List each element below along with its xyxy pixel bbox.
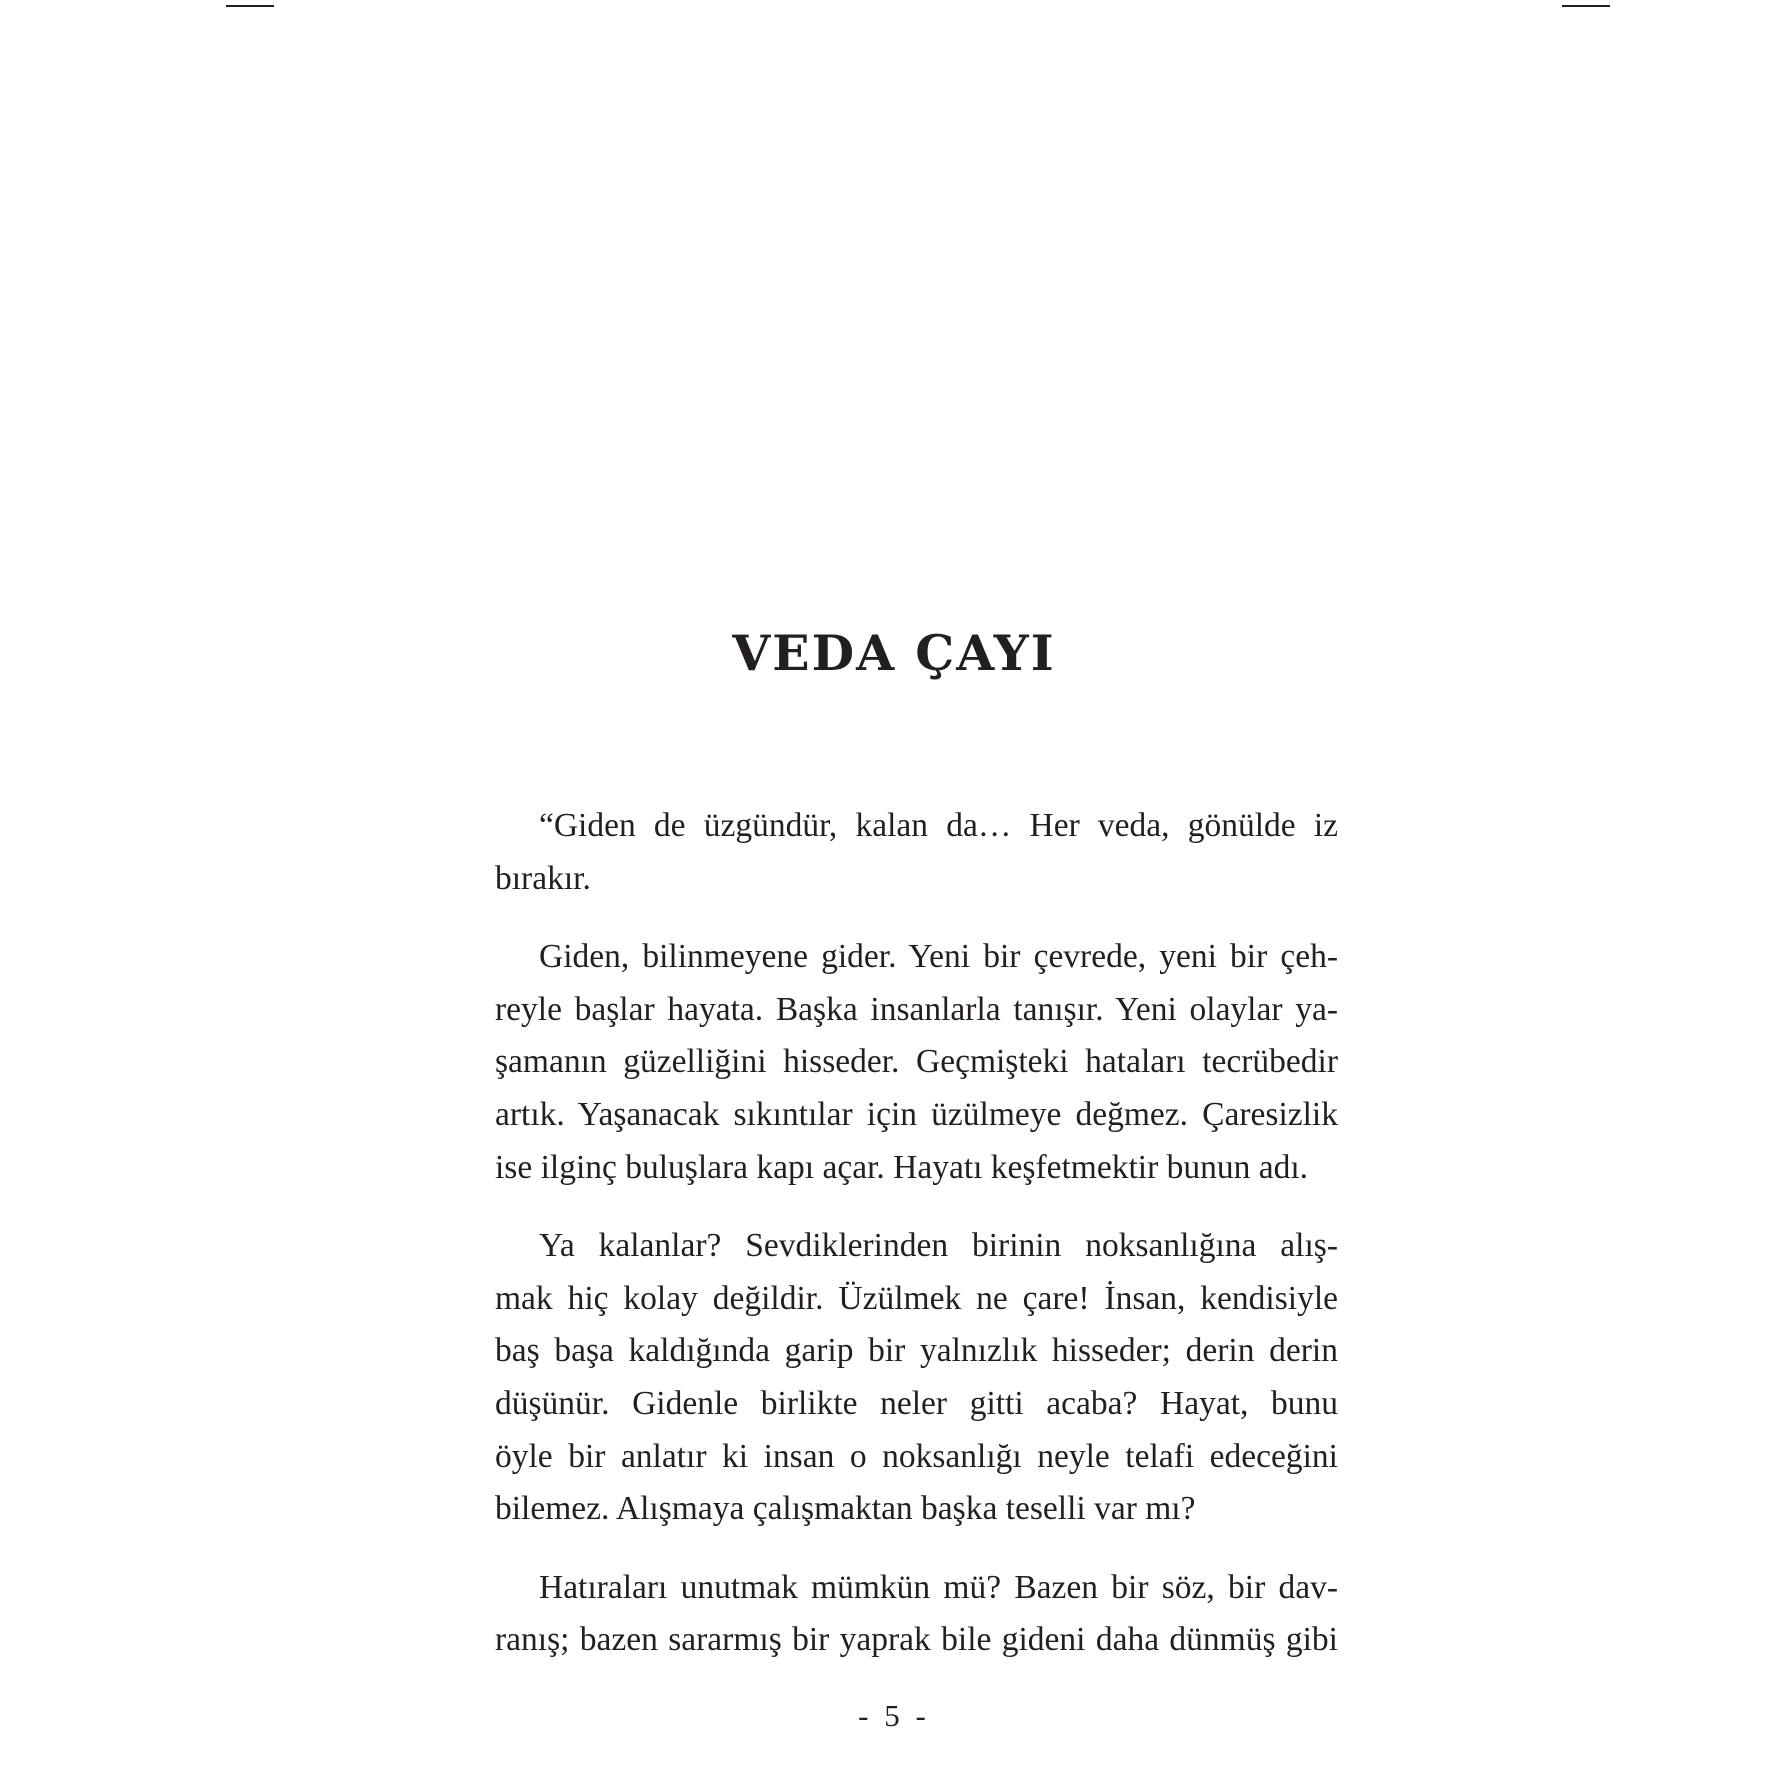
text-line: Giden, bilinmeyene gider. Yeni bir çevrede, yeni bir çeh- (539, 938, 1338, 976)
text-line: şamanın güzelliğini hisseder. Geçmişteki hataları tecrübedir (495, 1043, 1338, 1081)
text-line: mak hiç kolay değildir. Üzülmek ne çare! İnsan, kendisiyle (495, 1279, 1338, 1317)
text-line: “Giden de üzgündür, kalan da… Her veda, gönülde iz (539, 807, 1338, 844)
text-line: baş başa kaldığında garip bir yalnızlık hisseder; derin derin (495, 1332, 1338, 1370)
text-line: düşünür. Gidenle birlikte neler gitti acaba? Hayat, bunu (495, 1384, 1338, 1422)
paragraph-3 (495, 1220, 1338, 1536)
paragraph-1 (495, 800, 1338, 905)
text-line: Ya kalanlar? Sevdiklerinden birinin noksanlığına alış- (539, 1227, 1338, 1265)
text-line: ise ilginç buluşlara kapı açar. Hayatı keşfetmektir bunun adı. (495, 1148, 1309, 1186)
text-line: bilemez. Alışmaya çalışmaktan başka teselli var mı? (495, 1490, 1196, 1528)
chapter-title: VEDA ÇAYI (732, 624, 1056, 682)
text-line: öyle bir anlatır ki insan o noksanlığı neyle telafi edeceğini (495, 1437, 1338, 1475)
page-number: - 5 - (858, 1698, 930, 1733)
text-line: reyle başlar hayata. Başka insanlarla tanışır. Yeni olaylar ya- (495, 990, 1338, 1028)
body-text (495, 800, 1338, 1693)
crop-mark-right (1562, 5, 1610, 7)
text-line: artık. Yaşanacak sıkıntılar için üzülmeye değmez. Çaresizlik (495, 1095, 1338, 1133)
text-line: Hatıraları unutmak mümkün mü? Bazen bir söz, bir dav- (539, 1568, 1338, 1606)
text-line: ranış; bazen sararmış bir yaprak bile gideni daha dünmüş gibi (495, 1621, 1338, 1659)
text-line: bırakır. (495, 859, 591, 897)
paragraph-4 (495, 1562, 1338, 1667)
paragraph-2 (495, 931, 1338, 1194)
crop-mark-left (226, 5, 274, 7)
